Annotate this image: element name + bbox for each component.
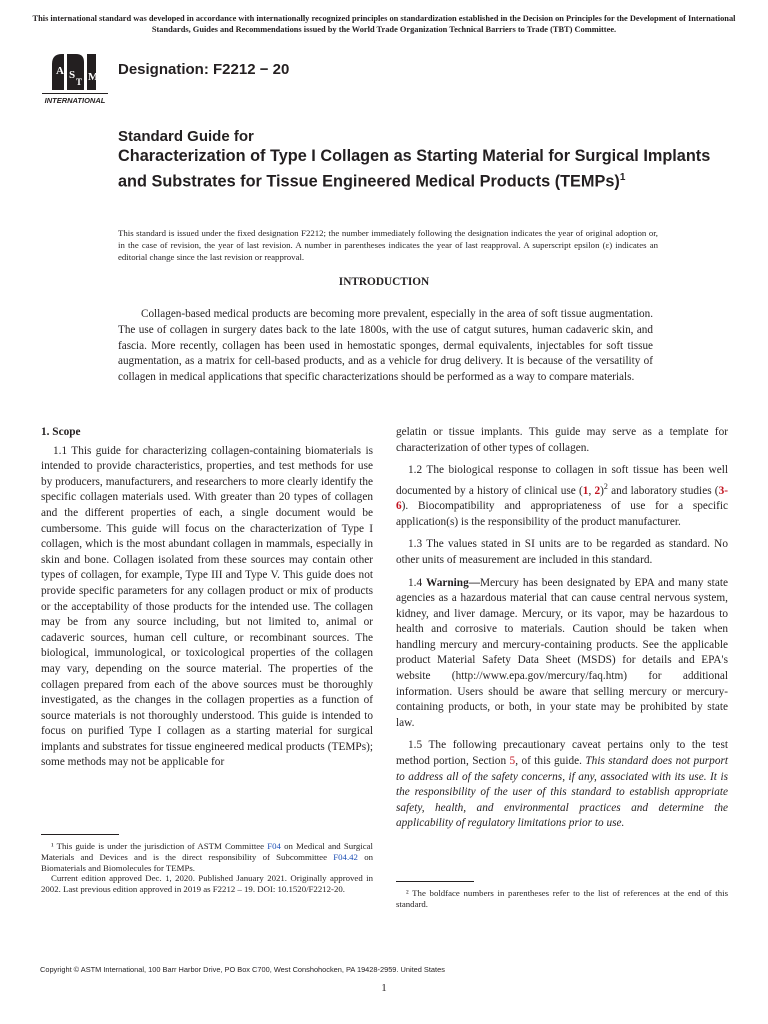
paragraph-1-3: 1.3 The values stated in SI units are to be regarded as standard. No other units of measurement are included in this standard.	[396, 538, 728, 566]
footnote-1	[41, 841, 373, 895]
svg-text:T: T	[76, 77, 83, 87]
paragraph-1-1: 1.1 This guide for characterizing collagen-containing biomaterials is intended to provide characteristics, properties, and test methods for use by producers, manufacturers, and researchers to more clearly identify the specific collagen materials used. With greater than 20 types of collagen and the different properties of each, a single document would be cumbersome. This guide will focus on the characterization of Type I collagen, which is the most abundant collagen in mammals, especially in skin and bone. Collagen isolated from these sources may contain other types of collagen, for example, Type III and Type V. This guide does not provide specific parameters for any collagen product or mix of products or the acceptability of those products for the intended use. The collagen may be from any source including, but not limited to, animal or cadaveric sources, human cell culture, or recombinant sources. The biological, immunological, or toxicological properties of the collagen may vary, depending on the source material. The properties of the collagen prepared from each of the above sources must be thoroughly investigated, as the changes in the collagen properties as a function of source materials is not thoroughly understood. This guide is intended to focus on purified Type I collagen as a starting material for surgical implants and substrates for tissue engineered medical products (TEMPs); some methods may not be applicable for	[41, 444, 373, 769]
introduction-text: Collagen-based medical products are becoming more prevalent, especially in the area of soft tissue augmentation. The use of collagen in surgery dates back to the late 1800s, with the use of catgut sutures, human cadaveric skin, and fascia. More recently, collagen has been used in hemostatic sponges, dermal equivalents, injectables for soft tissue augmentation, as a matrix for cell-based products, and as a vehicle for drug delivery. It is because of the versatility of collagen in medical applications that specific characterizations should be performed as a way to compare materials.	[118, 308, 653, 384]
footnote-1-edition: Current edition approved Dec. 1, 2020. Published January 2021. Originally approved in 2002. Last previous edition approved in 2019 as F2212 – 19. DOI: 10.1520/F2212-20.	[41, 873, 373, 895]
safety-caveat: This standard does not purport to address all of the safety concerns, if any, associated with its use. It is the responsibility of the user of this standard to establish appropriate safety, health, and environmental practices and determine the applicability of regulatory limitations prior to use.	[396, 755, 729, 830]
footnote-1-text-c: on Biomaterials and Biomolecules for TEMPs.	[41, 851, 373, 873]
designation: Designation: F2212 − 20	[118, 61, 290, 78]
astm-logo	[40, 50, 110, 106]
issuance-note: This standard is issued under the fixed designation F2212; the number immediately following the designation indicates the year of original adoption or, in the case of revision, the year of last revision. A number in parentheses indicates the year of last reapproval. A superscript epsilon (ε) indicates an editorial change since the last revision or reapproval.	[118, 228, 658, 262]
paragraph-1-5	[396, 738, 728, 832]
svg-text:S: S	[69, 69, 76, 81]
p12-text-c: and laboratory studies (	[607, 484, 719, 497]
p15-text-b: , of this guide.	[515, 755, 586, 768]
copyright-line: Copyright © ASTM International, 100 Barr Harbor Drive, PO Box C700, West Conshohocken, PA 19428-2959. United States	[40, 965, 445, 974]
logo-text: INTERNATIONAL	[44, 96, 106, 105]
link-f04-42[interactable]: F04.42	[333, 851, 358, 862]
p14-number: 1.4	[408, 576, 427, 589]
left-column	[41, 425, 373, 771]
footnote-rule	[41, 834, 119, 835]
title-footnote-ref: 1	[619, 172, 626, 183]
footnote-2	[396, 888, 728, 910]
introduction-heading: INTRODUCTION	[338, 276, 430, 288]
page-number: 1	[381, 982, 387, 994]
ref-link-3-6[interactable]: 3-6	[396, 484, 728, 513]
link-f04[interactable]: F04	[267, 841, 281, 851]
footnote-2-text: ² The boldface numbers in parentheses refer to the list of references at the end of this standard.	[396, 888, 728, 909]
document-title	[118, 128, 718, 192]
paragraph-1-4	[396, 576, 728, 732]
footnote-1-text-a: ¹ This guide is under the jurisdiction of ASTM Committee	[51, 841, 268, 851]
section-5-link[interactable]: 5	[509, 755, 516, 768]
p12-text-a: 1.2 The biological response to collagen in soft tissue has been well documented by a history of clinical use (	[396, 464, 728, 497]
p12-sep: ,	[588, 484, 595, 497]
p14-text: Mercury has been designated by EPA and many state agencies as a hazardous material that can cause central nervous system, kidney, and liver damage. Mercury, or its vapor, may be hazardous to health and corrosive to materials. Caution should be taken when handling mercury and mercury-containing products. See the applicable product Material Safety Data Sheet (MSDS) for details and EPA's website (http://www.epa.gov/mercury/faq.htm) for additional information. Users should be aware that selling mercury or mercury-containing products, or both, in your state may be prohibited by state law.	[396, 576, 728, 729]
ref-link-2[interactable]: 2	[594, 484, 601, 497]
svg-text:M: M	[88, 71, 99, 83]
header-notice: This international standard was developed in accordance with internationally recognized principles on standardization established in the Decision on Principles for the Development of International Standards, Guides and Recommendations issued by the World Trade Organization Technical Barriers to Trade (TBT) Committee.	[32, 14, 736, 34]
svg-text:A: A	[56, 65, 64, 77]
footnote-ref-2: 2	[603, 481, 608, 491]
p15-text-a: 1.5 The following precautionary caveat pertains only to the test method portion, Section	[396, 739, 728, 768]
title-main	[118, 146, 718, 192]
title-prefix: Standard Guide for	[118, 128, 254, 145]
section-heading-scope: 1. Scope	[41, 426, 81, 438]
paragraph-1-1-continued: gelatin or tissue implants. This guide may serve as a template for characterization of other types of collagen.	[396, 426, 728, 454]
footnote-rule-2	[396, 881, 474, 882]
p12-text-b: )	[600, 484, 604, 497]
p12-text-d: ). Biocompatibility and appropriateness of use for a specific application(s) is the responsibility of the product manufacturer.	[396, 500, 728, 528]
right-column	[396, 425, 728, 832]
ref-link-1[interactable]: 1	[582, 484, 589, 497]
title-text: Characterization of Type I Collagen as Starting Material for Surgical Implants and Substrates for Tissue Engineered Medical Products (TEMPs)	[118, 147, 711, 191]
paragraph-1-2	[396, 463, 728, 530]
footnote-1-text-b: on Medical and Surgical Materials and Devices and is the direct responsibility of Subcommittee	[41, 841, 374, 862]
warning-label: Warning—	[426, 576, 481, 589]
